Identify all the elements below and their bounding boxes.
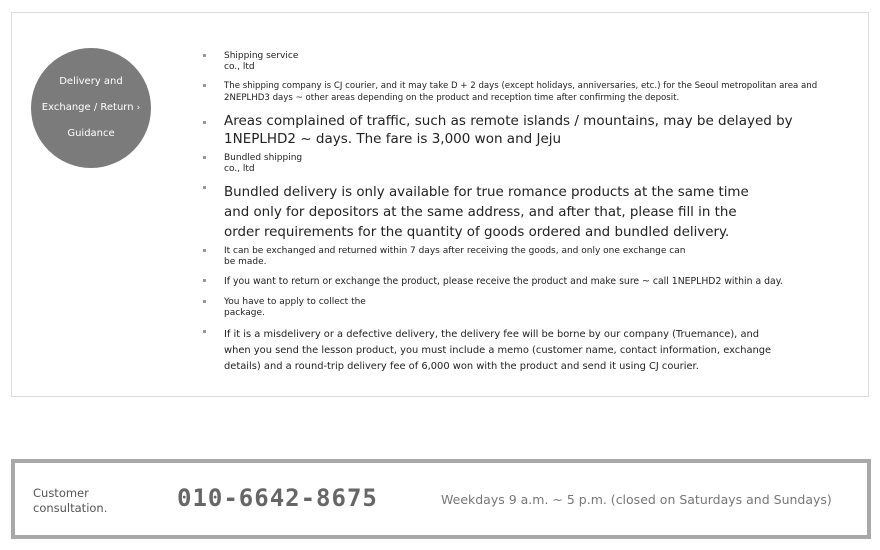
bullet-icon bbox=[203, 249, 206, 252]
bullet-icon bbox=[203, 279, 206, 282]
guidance-line-3: Guidance bbox=[67, 128, 115, 139]
customer-consultation-label: Customer consultation. bbox=[33, 486, 108, 515]
customer-consultation-bar bbox=[11, 459, 871, 539]
note-traffic: Areas complained of traffic, such as remote islands / mountains, may be delayed by 1NEPLHD2 ~ days. The fare is 3,000 won and Jeju bbox=[202, 113, 822, 148]
note-return-call: If you want to return or exchange the product, please receive the product and make sure ~ call 1NEPLHD2 within a day. bbox=[202, 276, 822, 288]
note-bundled-shipping: Bundled shipping co., ltd bbox=[202, 153, 822, 175]
note-exchange: It can be exchanged and returned within 7 days after receiving the goods, and only one exchange can be made. bbox=[202, 246, 822, 268]
note-shipping-company: The shipping company is CJ courier, and it may take D + 2 days (except holidays, anniversaries, etc.) for the Seoul metropolitan area and 2NEPLHD3 days ~ other areas depending on the product and reception time after confirming the deposit. bbox=[202, 81, 822, 104]
delivery-notes-list bbox=[202, 51, 822, 375]
note-shipping-service: Shipping service co., ltd bbox=[202, 51, 822, 73]
bullet-icon bbox=[203, 156, 206, 159]
phone-number[interactable]: 010-6642-8675 bbox=[177, 484, 378, 512]
bullet-icon bbox=[203, 84, 206, 87]
guidance-line-2: Exchange / Return bbox=[41, 102, 134, 113]
note-misdelivery: If it is a misdelivery or a defective delivery, the delivery fee will be borne by our company (Truemance), and when you send the lesson product, you must include a memo (customer name, contact information, exchange details) and a round-trip delivery fee of 6,000 won with the product and send it using CJ courier. bbox=[202, 327, 822, 375]
delivery-guidance-badge bbox=[31, 48, 151, 168]
guidance-line-1: Delivery and bbox=[59, 76, 123, 87]
business-hours: Weekdays 9 a.m. ~ 5 p.m. (closed on Saturdays and Sundays) bbox=[441, 492, 832, 507]
chevron-right-icon: › bbox=[136, 103, 141, 113]
note-bundled-delivery: Bundled delivery is only available for true romance products at the same time and only for depositors at the same address, and after that, please fill in the order requirements for the quantity of goods ordered and bundled delivery. bbox=[202, 183, 822, 243]
note-collect: You have to apply to collect the package. bbox=[202, 297, 822, 319]
bullet-icon bbox=[203, 300, 206, 303]
bullet-icon bbox=[203, 330, 206, 333]
bullet-icon bbox=[203, 54, 206, 57]
delivery-info-panel bbox=[11, 12, 869, 397]
bullet-icon bbox=[203, 121, 206, 124]
bullet-icon bbox=[203, 186, 206, 189]
